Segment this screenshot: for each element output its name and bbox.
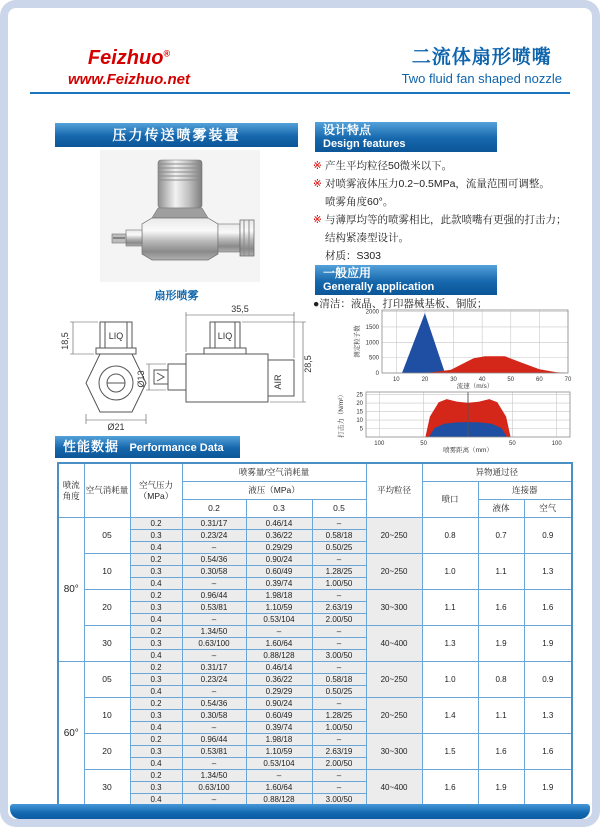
y-tick-label: 500 [368,355,379,362]
bullet-marker: ※ [313,160,322,172]
y-tick-label: 0 [375,371,379,377]
pressure-cell: 0.2 [130,734,182,746]
y-tick-label: 5 [359,426,363,433]
connector-liquid-cell: 1.1 [478,698,524,734]
pressure-cell: 0.2 [130,626,182,638]
flow-cell-03: 0.29/29 [246,542,312,554]
design-feature-item [313,175,575,193]
table-header-row [58,463,572,482]
flow-cell-03: – [246,770,312,782]
angle-cell: 60° [58,662,84,807]
performance-title-cn: 性能数据 [63,439,120,454]
flow-cell-02: 0.53/81 [182,746,246,758]
bullet-text: 与薄厚均等的喷雾相比，此款喷嘴有更强的打击力； [325,214,567,226]
flow-cell-02: 0.54/36 [182,554,246,566]
brand-website: www.Feizhuo.net [68,71,190,88]
flow-cell-02: – [182,650,246,662]
particle-size-cell: 40~400 [366,770,422,807]
connector-liquid-cell: 1.6 [478,590,524,626]
table-row [58,518,572,530]
x-tick-label: 50 [420,441,427,447]
dim-d13: Ø13 [136,370,146,388]
flow-cell-03: 0.36/22 [246,674,312,686]
x-tick-label: 100 [551,441,562,447]
table-row [58,626,572,638]
flow-cell-02: 0.30/58 [182,710,246,722]
bullet-marker: ※ [313,178,322,190]
x-tick-label: 100 [374,441,385,447]
particle-size-cell: 30~300 [366,734,422,770]
flow-cell-05: 3.00/50 [312,794,366,807]
flow-cell-05: 0.58/18 [312,674,366,686]
y-tick-label: 10 [356,418,363,425]
drawing-liq-label: LIQ [108,331,124,341]
design-feature-item [313,247,575,265]
flow-cell-03: – [246,626,312,638]
design-title-cn: 设计特点 [323,123,372,137]
flow-cell-05: – [312,734,366,746]
header-spray-ratio: 喷雾量/空气消耗量 [182,463,366,482]
flow-cell-03: 0.39/74 [246,722,312,734]
section-banner-design [315,122,497,152]
header-foreign-diameter: 异物通过径 [422,463,572,482]
table-row [58,590,572,602]
design-feature-item [313,229,575,247]
application-title-cn: 一般应用 [323,266,372,280]
flow-cell-05: 0.50/25 [312,542,366,554]
air-consumption-cell: 30 [84,770,130,807]
y-axis-label: 测定粒子数 [354,325,361,358]
flow-cell-03: 0.39/74 [246,578,312,590]
flow-cell-03: 0.36/22 [246,530,312,542]
bullet-marker [313,229,325,247]
flow-cell-02: 0.96/44 [182,590,246,602]
connector-liquid-cell: 0.7 [478,518,524,554]
pressure-cell: 0.2 [130,662,182,674]
page-title-en: Two fluid fan shaped nozzle [401,70,562,86]
particle-size-cell: 20~250 [366,554,422,590]
pressure-cell: 0.4 [130,686,182,698]
flow-cell-02: – [182,686,246,698]
flow-cell-02: 0.30/58 [182,566,246,578]
flow-cell-02: – [182,542,246,554]
pressure-cell: 0.4 [130,650,182,662]
two-fluid-nozzle-area [402,313,445,373]
flow-cell-05: 1.28/25 [312,710,366,722]
flow-cell-02: 0.63/100 [182,638,246,650]
connector-air-cell: 0.9 [524,518,572,554]
flow-cell-02: – [182,794,246,807]
header-liquid: 液体 [478,500,524,518]
x-tick-label: 50 [507,377,515,383]
x-axis-label: 流速（m/s） [456,383,494,390]
y-tick-label: 2000 [365,309,379,316]
flow-cell-03: 1.60/64 [246,638,312,650]
flow-cell-05: – [312,626,366,638]
section-banner-application [315,265,497,295]
orifice-cell: 1.4 [422,698,478,734]
y-tick-label: 20 [356,401,363,408]
brand-name-text: Feizhuo [87,47,164,69]
particle-size-cell: 20~250 [366,662,422,698]
flow-cell-02: – [182,758,246,770]
bullet-text: 产生平均粒径50微米以下。 [325,160,453,172]
page-title-cn: 二流体扇形喷嘴 [411,47,552,68]
dim-18-5: 18,5 [60,332,70,350]
flow-cell-02: 0.54/36 [182,698,246,710]
table-row [58,698,572,710]
flow-cell-03: 0.88/128 [246,794,312,807]
flow-cell-05: – [312,662,366,674]
section-banner-device: 压力传送喷雾装置 [55,123,298,147]
air-consumption-cell: 05 [84,518,130,554]
pressure-cell: 0.3 [130,530,182,542]
design-feature-item [313,193,575,211]
header-air-consumption: 空气消耗量 [84,463,130,518]
air-consumption-cell: 10 [84,698,130,734]
flow-cell-02: 0.23/24 [182,674,246,686]
flow-cell-05: – [312,590,366,602]
orifice-cell: 1.3 [422,626,478,662]
page-title [402,46,562,88]
flow-cell-03: 1.10/59 [246,602,312,614]
header-orifice: 喷口 [422,482,478,518]
air-consumption-cell: 30 [84,626,130,662]
particle-size-cell: 30~300 [366,590,422,626]
drawing-air-label: AIR [273,374,283,390]
table-row [58,662,572,674]
particle-size-cell: 40~400 [366,626,422,662]
pressure-cell: 0.2 [130,698,182,710]
particle-size-cell: 20~250 [366,518,422,554]
pressure-cell: 0.2 [130,554,182,566]
particle-size-cell: 20~250 [366,698,422,734]
pressure-cell: 0.2 [130,518,182,530]
flow-cell-05: 2.00/50 [312,614,366,626]
air-consumption-cell: 10 [84,554,130,590]
x-tick-label: 70 [564,377,572,383]
orifice-cell: 1.0 [422,554,478,590]
x-tick-label: 40 [478,377,486,383]
x-tick-label: 60 [536,377,543,383]
header-p03: 0.3 [246,500,312,518]
flow-cell-05: – [312,638,366,650]
header-particle-size: 平均粒径 [366,463,422,518]
pressure-cell: 0.4 [130,758,182,770]
orifice-cell: 1.6 [422,770,478,807]
header-hydraulic: 液压（MPa） [182,482,366,500]
flow-cell-03: 0.53/104 [246,614,312,626]
air-consumption-cell: 20 [84,590,130,626]
pressure-cell: 0.3 [130,602,182,614]
connector-air-cell: 1.6 [524,734,572,770]
x-tick-label: 10 [392,377,400,383]
air-consumption-cell: 20 [84,734,130,770]
bullet-marker [313,247,325,265]
flow-cell-02: 0.63/100 [182,782,246,794]
flow-cell-03: 0.46/14 [246,518,312,530]
pressure-cell: 0.3 [130,674,182,686]
technical-drawing [40,302,318,432]
table-row [58,554,572,566]
orifice-cell: 0.8 [422,518,478,554]
flow-cell-03: 1.98/18 [246,734,312,746]
pressure-cell: 0.4 [130,578,182,590]
brand-logo [68,46,190,90]
flow-cell-02: 1.34/50 [182,626,246,638]
flow-cell-05: 0.58/18 [312,530,366,542]
connector-air-cell: 1.6 [524,590,572,626]
impact-force-chart [336,388,576,454]
flow-cell-02: 0.96/44 [182,734,246,746]
photo-caption: 扇形喷雾 [154,290,199,302]
flow-cell-05: – [312,518,366,530]
dim-35-5: 35,5 [231,304,249,314]
connector-air-cell: 1.9 [524,626,572,662]
flow-cell-05: 2.63/19 [312,602,366,614]
air-consumption-cell: 05 [84,662,130,698]
flow-cell-03: 0.90/24 [246,698,312,710]
design-feature-item [313,157,575,175]
flow-cell-03: 0.90/24 [246,554,312,566]
performance-title-en: Performance Data [129,442,224,454]
flow-cell-03: 1.10/59 [246,746,312,758]
flow-cell-05: 2.00/50 [312,758,366,770]
flow-cell-05: 2.63/19 [312,746,366,758]
flow-cell-05: 1.28/25 [312,566,366,578]
brand-name [68,46,190,71]
connector-liquid-cell: 1.9 [478,770,524,807]
bullet-text: 喷雾角度60°。 [325,196,394,208]
flow-cell-03: 0.88/128 [246,650,312,662]
flow-cell-05: 0.50/25 [312,686,366,698]
x-tick-label: 20 [421,377,429,383]
flow-cell-02: 1.34/50 [182,770,246,782]
x-axis-label: 喷雾距离（mm） [443,447,493,454]
header-connector: 连接器 [478,482,572,500]
orifice-cell: 1.1 [422,590,478,626]
application-title-en: Generally application [323,280,435,293]
angle-cell: 80° [58,518,84,662]
flow-cell-02: – [182,614,246,626]
header-divider [30,92,570,94]
pressure-cell: 0.3 [130,566,182,578]
flow-cell-02: – [182,722,246,734]
pressure-cell: 0.4 [130,722,182,734]
bullet-marker: ※ [313,214,322,226]
flow-cell-02: 0.31/17 [182,662,246,674]
connector-liquid-cell: 1.1 [478,554,524,590]
header-air-pass: 空气 [524,500,572,518]
bullet-marker [313,193,325,211]
y-tick-label: 1500 [365,324,379,331]
application-text: ●清洁：液晶、打印器械基板、铜版； [313,298,488,310]
design-feature-item [313,211,575,229]
footer-bar [10,804,590,819]
design-title-en: Design features [323,137,406,150]
flow-cell-05: 1.00/50 [312,578,366,590]
pressure-nozzle-area [425,356,568,373]
pressure-cell: 0.4 [130,542,182,554]
flow-cell-02: 0.31/17 [182,518,246,530]
y-tick-label: 25 [356,392,363,399]
flow-cell-03: 0.46/14 [246,662,312,674]
table-row [58,734,572,746]
flow-cell-03: 0.53/104 [246,758,312,770]
y-tick-label: 1000 [365,340,379,347]
y-axis-label: 打击力（N/m²） [338,391,345,438]
dim-d21: Ø21 [107,422,125,432]
particle-count-chart [352,306,574,390]
x-tick-label: 50 [509,441,516,447]
connector-liquid-cell: 1.9 [478,626,524,662]
drawing-liq-label-2: LIQ [217,331,233,341]
connector-air-cell: 1.3 [524,554,572,590]
flow-cell-02: 0.53/81 [182,602,246,614]
performance-table-body [58,518,572,807]
pressure-cell: 0.4 [130,794,182,807]
bullet-text: 对喷雾液体压力0.2~0.5MPa，流量范围可调整。 [325,178,550,190]
flow-cell-05: – [312,770,366,782]
flow-cell-02: – [182,578,246,590]
connector-air-cell: 0.9 [524,662,572,698]
pressure-cell: 0.3 [130,638,182,650]
flow-cell-05: – [312,782,366,794]
header-p02: 0.2 [182,500,246,518]
pressure-cell: 0.2 [130,590,182,602]
connector-liquid-cell: 0.8 [478,662,524,698]
design-features-list [313,157,575,265]
header-air-pressure: 空气压力（MPa） [130,463,182,518]
flow-cell-03: 1.98/18 [246,590,312,602]
flow-cell-05: 1.00/50 [312,722,366,734]
flow-cell-05: – [312,698,366,710]
pressure-cell: 0.3 [130,746,182,758]
bullet-text: 材质：S303 [325,250,382,262]
dim-28-5: 28,5 [303,355,313,373]
table-row [58,770,572,782]
connector-liquid-cell: 1.6 [478,734,524,770]
flow-cell-03: 0.60/49 [246,566,312,578]
flow-cell-03: 1.60/64 [246,782,312,794]
flow-cell-05: 3.00/50 [312,650,366,662]
product-photo [100,150,260,282]
connector-air-cell: 1.3 [524,698,572,734]
section-banner-performance [55,436,240,458]
pressure-cell: 0.4 [130,614,182,626]
flow-cell-05: – [312,554,366,566]
connector-air-cell: 1.9 [524,770,572,807]
performance-table [57,462,573,807]
header-p05: 0.5 [312,500,366,518]
registered-mark: ® [163,48,171,59]
bullet-text: 结构紧凑型设计。 [325,232,409,244]
y-tick-label: 15 [356,409,363,416]
pressure-cell: 0.2 [130,770,182,782]
orifice-cell: 1.5 [422,734,478,770]
pressure-cell: 0.3 [130,782,182,794]
header-angle: 喷流角度 [58,463,84,518]
flow-cell-02: 0.23/24 [182,530,246,542]
flow-cell-03: 0.60/49 [246,710,312,722]
x-tick-label: 30 [450,377,457,383]
orifice-cell: 1.0 [422,662,478,698]
pressure-cell: 0.3 [130,710,182,722]
flow-cell-03: 0.29/29 [246,686,312,698]
